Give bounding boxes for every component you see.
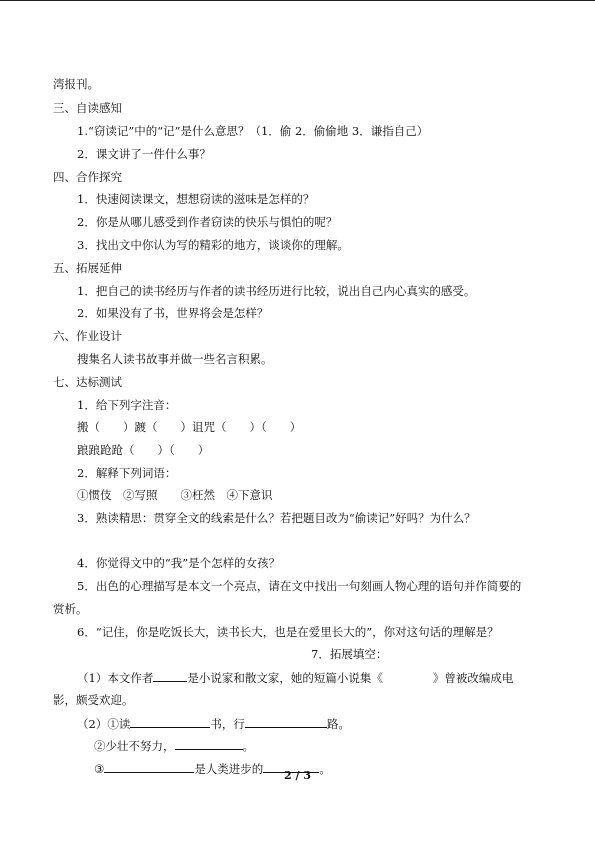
test-question-6: 6．“记住，你是吃饭长大，读书长大，也是在爱里长大的”，你对这句话的理解是？ — [77, 625, 499, 639]
fill-in-2-1-part-b: 书，行 — [210, 717, 245, 731]
pinyin-blanks-row-2: 踉踉跄跄（ ）（ ） — [77, 443, 210, 457]
blank-author — [153, 670, 187, 682]
question-5-2: 2．如果没有了书，世界将会是怎样？ — [77, 306, 269, 320]
section-heading-5: 五、拓展延伸 — [53, 261, 122, 275]
test-question-5-cont: 赏析。 — [53, 602, 88, 616]
section-heading-4: 四、合作探究 — [53, 170, 122, 184]
homework-text: 搜集名人读书故事并做一些名言积累。 — [77, 352, 273, 366]
section-heading-7: 七、达标测试 — [53, 375, 122, 389]
question-4-2: 2．你是从哪儿感受到作者窃读的快乐与惧怕的呢？ — [77, 215, 338, 229]
section-heading-3: 三、自读感知 — [53, 101, 122, 115]
continued-line: 湾报刊。 — [53, 77, 99, 91]
test-question-3: 3．熟读精思：贯穿全文的线索是什么？若把题目改为“偷读记”好吗？为什么？ — [77, 511, 476, 525]
fill-in-2-1-part-c: 路。 — [326, 717, 350, 731]
blank-proverb — [175, 738, 243, 750]
test-question-4: 4．你觉得文中的“我”是个怎样的女孩？ — [77, 556, 281, 570]
fill-in-2-3-part-a: ③ — [94, 762, 105, 776]
test-question-2: 2．解释下列词语： — [77, 466, 177, 480]
vocabulary-list: ①惯伎 ②写照 ③枉然 ④下意识 — [77, 488, 273, 502]
fill-in-1-part-a: （1）本文作者 — [77, 671, 154, 685]
question-4-3: 3．找出文中你认为写的精彩的地方，谈谈你的理解。 — [77, 238, 349, 252]
fill-in-2-3-part-c: 。 — [319, 762, 331, 776]
fill-in-1-part-b: 是小说家和散文家，她的短篇小说集《 — [187, 671, 383, 685]
blank-travel-road — [245, 716, 327, 728]
page-number: 2 / 3 — [284, 769, 311, 782]
fill-in-2-2-part-b: 。 — [242, 739, 254, 753]
fill-in-2-1-part-a: （2）①读 — [77, 717, 131, 731]
question-3-1: 1.“窃读记”中的“记”是什么意思？（1．偷 2．偷偷地 3．谦指自己） — [77, 124, 429, 138]
fill-in-1 — [77, 670, 513, 685]
question-4-1: 1．快速阅读课文，想想窃读的滋味是怎样的？ — [77, 192, 315, 206]
pinyin-blanks-row-1: 搬（ ）踱（ ）诅咒（ ）（ ） — [77, 420, 302, 434]
fill-in-2-3-part-b: 是人类进步的 — [194, 762, 264, 776]
fill-in-2-2-part-a: ②少壮不努力， — [94, 739, 175, 753]
test-question-1: 1．给下列字注音： — [77, 398, 177, 412]
fill-in-2-1 — [77, 716, 350, 731]
question-3-2: 2．课文讲了一件什么事？ — [77, 147, 211, 161]
header-rule — [0, 0, 595, 1]
section-heading-6: 六、作业设计 — [53, 329, 122, 343]
question-5-1: 1．把自己的读书经历与作者的读书经历进行比较，说出自己内心真实的感受。 — [77, 284, 476, 298]
fill-in-2-2 — [94, 738, 254, 753]
fill-in-1-cont: 影，颇受欢迎。 — [53, 693, 134, 707]
fill-in-1-part-c: 》曾被改编成电 — [432, 671, 514, 685]
test-question-7: 7．拓展填空： — [311, 647, 388, 661]
blank-read-books — [130, 716, 210, 728]
test-question-5: 5．出色的心理描写是本文一个亮点，请在文中找出一句刻画人物心理的语句并作简要的 — [77, 579, 522, 593]
